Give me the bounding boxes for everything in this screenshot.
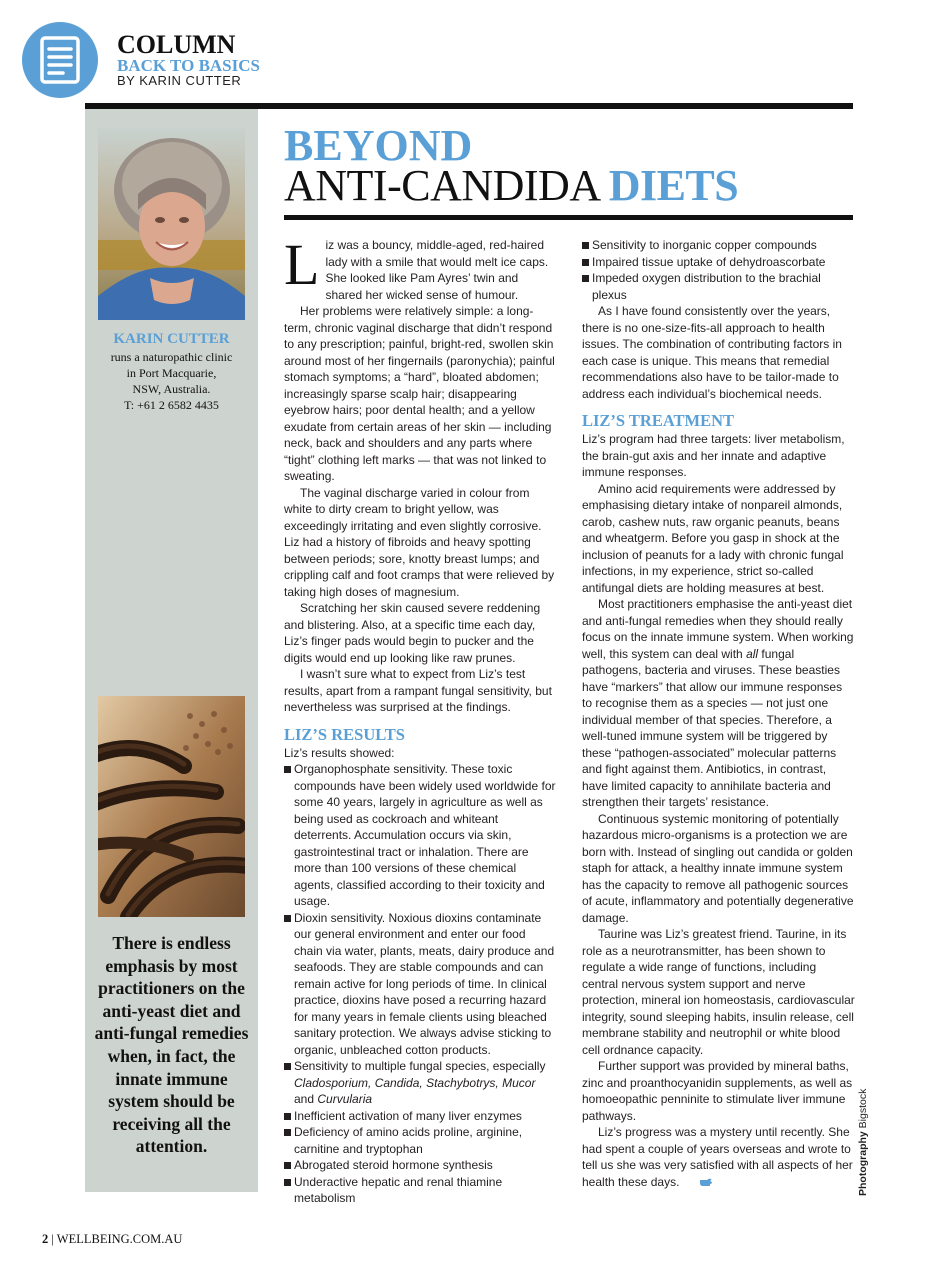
footer-site: WELLBEING.COM.AU <box>56 1232 183 1246</box>
article-paragraph: The vaginal discharge varied in colour from white to dirty cream to bright yellow, was exceedingly irritating and even slightly corrosive. Liz had a history of fibroids and heavy spotting between periods; sore, knotty breast lumps; and crippling calf and foot cramps that were relieved by taking high doses of magnesium. <box>284 485 555 599</box>
article-paragraph: I wasn’t sure what to expect from Liz’s test results, apart from a rampant fungal sensitivity, but nevertheless was surprised at the findings. <box>284 667 552 714</box>
result-text: Sensitivity to inorganic copper compounds <box>592 238 817 252</box>
article-paragraph: Scratching her skin caused severe reddening and blistering. Also, at a specific time each day, Liz’s finger pads would begin to pucker and the digits would end up looking like raw prunes. <box>284 601 541 665</box>
article-paragraph: Liz’s results showed: <box>284 745 395 760</box>
emphasis-text: all <box>746 646 759 661</box>
section-heading-results: LIZ’S RESULTS <box>284 724 405 744</box>
article-column-1 <box>284 232 556 1207</box>
result-text-part: Sensitivity to multiple fungal species, especially <box>294 1059 546 1073</box>
article-paragraph: Liz’s program had three targets: liver metabolism, the brain-gut axis and her innate and adaptive immune responses. <box>582 432 845 479</box>
drop-cap: L <box>284 232 320 297</box>
result-list-item <box>284 1108 556 1125</box>
result-text: Underactive hepatic and renal thiamine metabolism <box>294 1174 503 1205</box>
author-photo <box>98 128 245 320</box>
carob-pods-photo <box>98 696 245 917</box>
result-text-part: and <box>294 1092 318 1106</box>
column-label: COLUMN <box>117 30 236 59</box>
result-list-item <box>582 237 855 254</box>
result-list-item <box>284 761 556 910</box>
result-text: Organophosphate sensitivity. These toxic compounds have been widely used worldwide for some 40 years, largely in agriculture as well as being used as cockroach and whiteant deterrents. Accumulation occurs via skin, gastrointestinal tract or inhalation. There are more than 100 versions of these chemical agents, classified according to their toxicity and usage. <box>294 762 556 908</box>
headline-rule <box>284 215 853 220</box>
byline: BY KARIN CUTTER <box>117 73 242 88</box>
photo-credit <box>857 1089 869 1196</box>
author-phone: T: +61 2 6582 4435 <box>124 398 219 412</box>
article-paragraph: Further support was provided by mineral baths, zinc and proanthocyanidin supplements, as well as homoeopathic penninite to stimulate liver immune pathways. <box>582 1059 853 1123</box>
bullet-square-icon <box>284 910 294 1059</box>
article-paragraph <box>284 232 556 303</box>
article-paragraph: Taurine was Liz’s greatest friend. Taurine, in its role as a neurotransmitter, has been shown to regulate a wide range of functions, including central nervous system support and nerve protection, mineral ion homeostasis, cardiovascular integrity, sound sleeping habits, insulin release, cell membrane stability and neutrophil or white blood cell ordnance capacity. <box>582 927 855 1057</box>
article-paragraph: As I have found consistently over the years, there is no one-size-fits-all approach to health issues. The combination of contributing factors in each case is unique. This means that remedial recommendations also have to be tailor-made to address each individual’s biochemical needs. <box>582 304 842 401</box>
result-list-item <box>582 254 855 271</box>
page-footer <box>42 1232 182 1247</box>
headline-dark: ANTI-CANDIDA <box>284 161 599 210</box>
bullet-square-icon <box>284 1157 294 1174</box>
article-paragraph-text: iz was a bouncy, middle-aged, red-haired lady with a smile that would melt ice caps. She looked like Pam Ayres’ twin and shared her wicked sense of humour. <box>325 238 549 302</box>
pointing-hand-end-icon <box>683 1175 697 1185</box>
article-paragraph-text: Liz’s progress was a mystery until recently. She had spent a couple of years overseas and wrote to tell us she was very satisfied with all aspects of her health these days. <box>582 1125 853 1189</box>
fungal-species: Cladosporium, Candida, Stachybotrys, Mucor <box>294 1075 536 1090</box>
footer-separator: | <box>48 1232 57 1246</box>
article-paragraph <box>582 1124 855 1190</box>
bullet-square-icon <box>582 237 592 254</box>
result-text: Inefficient activation of many liver enzymes <box>294 1108 522 1123</box>
author-bio <box>90 349 253 413</box>
result-list-item <box>284 1058 556 1108</box>
headline-line-1: BEYOND <box>284 121 473 170</box>
article-paragraph-text: fungal pathogens, bacteria and viruses. These beasties have “markers” that allow our immune responses to recognise them as a species — not just one individual member of that species. Therefore, a well-tuned immune system will be triggered by these “pathogen-associated” molecular patterns and fight against them. Antibiotics, in contrast, have limited capacity to annihilate bacteria and strengthen their targets’ resistance. <box>582 646 843 809</box>
bullet-square-icon <box>284 1124 294 1157</box>
result-text: Impaired tissue uptake of dehydroascorbate <box>592 254 826 269</box>
result-text: Deficiency of amino acids proline, arginine, carnitine and tryptophan <box>294 1125 523 1156</box>
article-paragraph-text: Most practitioners emphasise the anti-yeast diet and anti-fungal remedies when they should really focus on the innate immune system. When working well, this system can deal with <box>582 597 854 661</box>
author-name: KARIN CUTTER <box>113 331 230 347</box>
result-text: Impeded oxygen distribution to the brachial plexus <box>592 271 821 302</box>
column-name: BACK TO BASICS <box>117 56 260 75</box>
article-column-2 <box>582 237 855 1190</box>
bullet-square-icon <box>284 1108 294 1125</box>
result-text <box>294 1058 556 1108</box>
bullet-square-icon <box>284 1174 294 1207</box>
result-list-item <box>284 1174 556 1207</box>
headline-line-2 <box>284 162 738 210</box>
article-paragraph <box>582 596 855 811</box>
article-paragraph: Amino acid requirements were addressed by emphasising dietary intake of nonpareil almonds, carob, cashew nuts, raw organic peanuts, beans and wheatgerm. Before you gasp in shock at the inclusion of peanuts for a lady with chronic fungal infections, in my experience, strict so-called antifungal diets are holding measures at best. <box>582 481 844 595</box>
page-number: 2 <box>42 1232 49 1246</box>
result-list-item <box>284 1157 556 1174</box>
article-paragraph: Her problems were relatively simple: a long-term, chronic vaginal discharge that didn’t respond to any prescription; painful, bright-red, swollen skin around most of her fingernails (paronychia); painful stomach symptoms; a “hard”, bloated abdomen; increasingly sparse scalp hair; disappearing eyebrow hairs; poor dental health; and a yellow exudate from certain areas of her skin — including neck, back and shoulders and any parts where “tight” clothing left marks — that was not linked to sweating. <box>284 304 555 483</box>
author-bio-line: runs a naturopathic clinic <box>110 350 233 364</box>
photo-credit-label: Photography <box>857 1131 869 1196</box>
result-text: Abrogated steroid hormone synthesis <box>294 1158 493 1172</box>
bullet-square-icon <box>284 761 294 910</box>
fungal-species: Curvularia <box>317 1092 373 1106</box>
bullet-square-icon <box>582 254 592 271</box>
author-bio-line: NSW, Australia. <box>132 382 211 396</box>
result-text: Dioxin sensitivity. Noxious dioxins contaminate our general environment and enter our food chain via water, plants, meats, dairy produce and seafoods. They are stable compounds and can remain active for long periods of time. In clinical practice, dioxins have posed a recurring hazard for many years in female clients using bleached sanitary protection. We always advise sticking to organic, unbleached cotton products. <box>294 910 555 1057</box>
result-list-item <box>284 1124 556 1157</box>
section-heading-treatment: LIZ’S TREATMENT <box>582 411 735 430</box>
bullet-square-icon <box>582 270 592 303</box>
bullet-square-icon <box>284 1058 294 1108</box>
article-paragraph: Continuous systemic monitoring of potentially hazardous micro-organisms is a protection we are born with. Instead of singling out candida or golden staph for attack, a healthy innate immune system has the capacity to remove all pathogenic sources of acute, inflammatory and potentially degenerative damage. <box>582 811 854 925</box>
pull-quote: There is endless emphasis by most practitioners on the anti-yeast diet and anti-fungal remedies when, in fact, the innate immune system should be receiving all the attention. <box>94 933 249 1157</box>
column-document-icon <box>22 22 98 98</box>
headline-blue: DIETS <box>608 161 739 210</box>
result-list-item <box>284 910 556 1059</box>
author-bio-line: in Port Macquarie, <box>126 366 217 380</box>
photo-credit-source: Bigstock <box>857 1088 869 1129</box>
result-list-item <box>582 270 855 303</box>
